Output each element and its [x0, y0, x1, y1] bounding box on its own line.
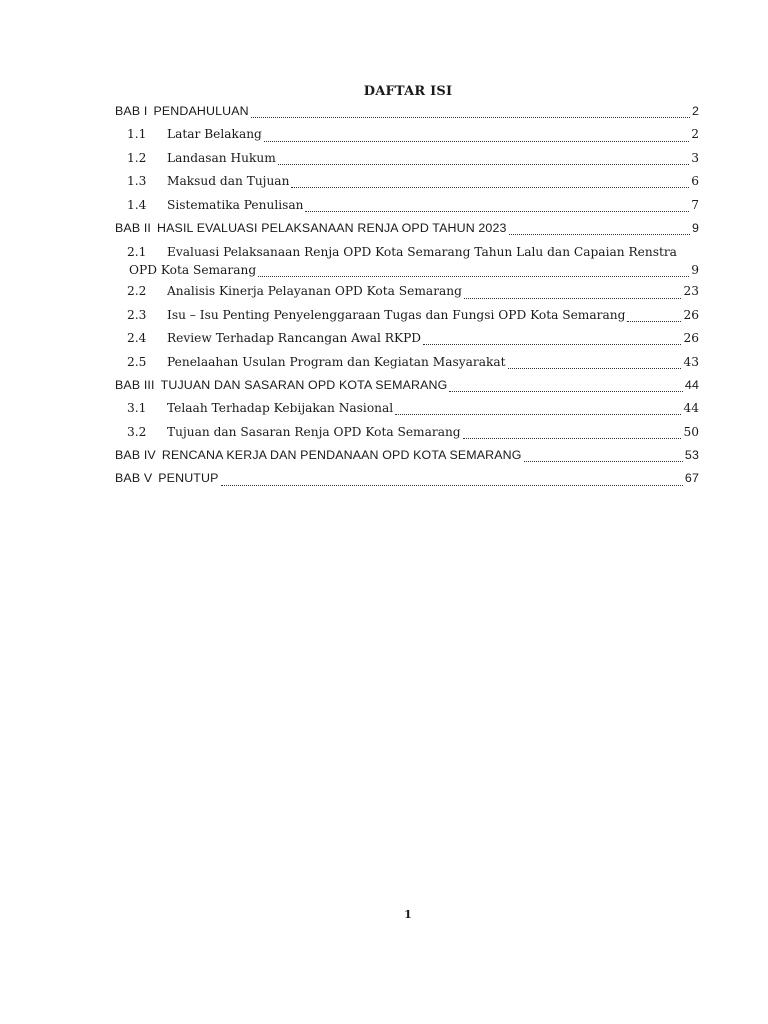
toc-entry-1-4[interactable] [115, 194, 699, 217]
dot-leader [508, 360, 682, 369]
section-number: 1.1 [127, 127, 147, 142]
section-title: Penelaahan Usulan Program dan Kegiatan Masyarakat [167, 354, 506, 369]
dot-leader [423, 336, 681, 345]
chapter-title: TUJUAN DAN SASARAN OPD KOTA SEMARANG [160, 377, 448, 392]
chapter-number: BAB III [115, 377, 155, 392]
page-number: 67 [684, 471, 699, 486]
page-number: 2 [691, 127, 699, 142]
toc-entry-bab-4[interactable] [115, 444, 699, 467]
dot-leader [264, 133, 689, 142]
chapter-number: BAB V [115, 471, 153, 486]
toc-entry-1-3[interactable] [115, 170, 699, 193]
chapter-number: BAB IV [115, 448, 156, 463]
chapter-title: PENUTUP [158, 471, 219, 486]
toc-entry-2-2[interactable] [115, 280, 699, 303]
toc-entry-bab-5[interactable] [115, 467, 699, 490]
toc-entry-2-5[interactable] [115, 351, 699, 374]
dot-leader [509, 226, 690, 235]
section-title-continued: OPD Kota Semarang [129, 263, 257, 278]
section-number: 2.1 [127, 245, 147, 260]
page-number: 53 [684, 448, 699, 463]
page-number: 7 [691, 197, 699, 212]
dot-leader [258, 268, 689, 277]
toc-entry-2-3[interactable] [115, 304, 699, 327]
section-title: Latar Belakang [167, 127, 262, 142]
page-number: 9 [691, 220, 699, 235]
toc-entry-2-4[interactable] [115, 327, 699, 350]
dot-leader [221, 477, 683, 486]
dot-leader [627, 313, 681, 322]
section-title-line-1 [127, 240, 699, 260]
page-number: 2 [691, 104, 699, 118]
toc-entry-bab-1[interactable] [115, 100, 699, 123]
page-number: 26 [683, 307, 699, 322]
page-number: 50 [683, 424, 699, 439]
dot-leader [395, 406, 681, 415]
dot-leader [464, 290, 682, 299]
section-title: Isu – Isu Penting Penyelenggaraan Tugas dan Fungsi OPD Kota Semarang [167, 307, 626, 322]
chapter-title: HASIL EVALUASI PELAKSANAAN RENJA OPD TAHUN 2023 [157, 220, 507, 235]
section-number: 2.5 [127, 354, 147, 369]
toc-entry-1-2[interactable] [115, 147, 699, 170]
section-title: Evaluasi Pelaksanaan Renja OPD Kota Semarang Tahun Lalu dan Capaian Renstra [167, 245, 677, 260]
toc-entry-bab-3[interactable] [115, 374, 699, 397]
page-number: 23 [683, 284, 699, 299]
dot-leader [449, 383, 683, 392]
section-number: 1.3 [127, 174, 147, 189]
page-number: 43 [683, 354, 699, 369]
footer-page-number: 1 [404, 908, 412, 921]
toc-entry-bab-2[interactable] [115, 217, 699, 240]
section-number: 2.2 [127, 284, 147, 299]
section-number: 1.4 [127, 197, 147, 212]
section-title: Sistematika Penulisan [167, 197, 304, 212]
section-title-line-2 [115, 260, 699, 280]
dot-leader [291, 179, 689, 188]
toc-entry-3-2[interactable] [115, 421, 699, 444]
chapter-title: RENCANA KERJA DAN PENDANAAN OPD KOTA SEMARANG [161, 448, 522, 463]
section-title: Tujuan dan Sasaran Renja OPD Kota Semarang [167, 424, 461, 439]
section-number: 2.4 [127, 331, 147, 346]
toc-entry-1-1[interactable] [115, 123, 699, 146]
table-of-contents [115, 100, 699, 491]
section-title: Maksud dan Tujuan [167, 174, 290, 189]
toc-entry-2-1[interactable] [115, 240, 699, 280]
dot-leader [524, 453, 683, 462]
section-number: 2.3 [127, 307, 147, 322]
section-title: Landasan Hukum [167, 150, 276, 165]
section-title: Telaah Terhadap Kebijakan Nasional [167, 401, 394, 416]
page-number: 3 [691, 150, 699, 165]
toc-entry-3-1[interactable] [115, 397, 699, 420]
page-number: 6 [691, 174, 699, 189]
section-title: Review Terhadap Rancangan Awal RKPD [167, 331, 422, 346]
dot-leader [463, 430, 682, 439]
chapter-number: BAB II [115, 220, 152, 235]
page-title: DAFTAR ISI [363, 84, 453, 99]
page-number: 44 [683, 401, 699, 416]
page-number: 26 [683, 331, 699, 346]
dot-leader [305, 203, 689, 212]
section-title: Analisis Kinerja Pelayanan OPD Kota Semarang [167, 284, 462, 299]
section-number: 1.2 [127, 150, 147, 165]
chapter-number: BAB I [115, 104, 148, 118]
section-number: 3.1 [127, 401, 147, 416]
page-number: 44 [684, 377, 699, 392]
chapter-title: PENDAHULUAN [153, 104, 249, 118]
dot-leader [278, 156, 689, 165]
page-number: 9 [691, 263, 699, 278]
dot-leader [251, 109, 690, 118]
section-number: 3.2 [127, 424, 147, 439]
